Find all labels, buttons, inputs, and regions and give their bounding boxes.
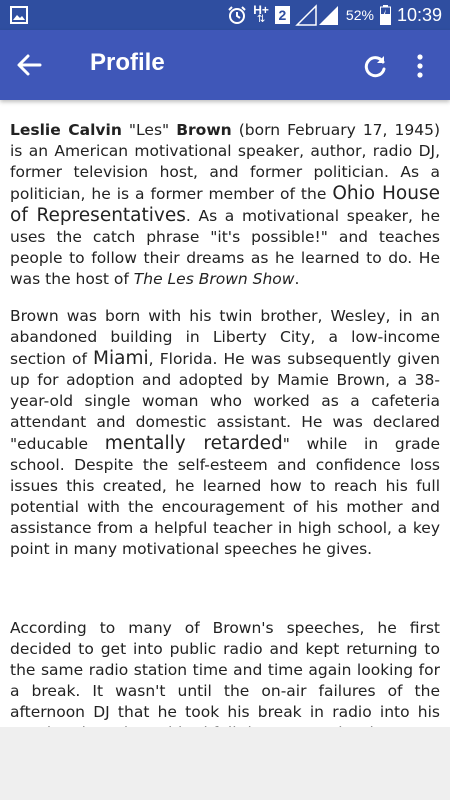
paragraph-text: According to many of Brown's speeches, he first decided to get into public radio and kept returning to the same radio station time and time again looking for a break. It wasn't until the on-air failures of the afternoon DJ that he took his break in radio into his bbox=[10, 619, 440, 721]
sim-slot-badge bbox=[275, 6, 290, 24]
paragraph-text: (born February 17, 1945) is an American motivational speaker, author, radio DJ, former television host, and former politician. As a politician, he is a former member of the bbox=[10, 121, 441, 203]
battery-percent: 52% bbox=[345, 7, 374, 23]
paragraph-text: Brown was born with his twin brother, Wesley, in an abandoned building in Liberty City, a low-income section of bbox=[10, 307, 440, 368]
battery-icon bbox=[380, 5, 391, 25]
paragraph-text: . bbox=[294, 270, 300, 288]
early-life-paragraph bbox=[10, 306, 440, 560]
clock: 10:39 bbox=[396, 4, 442, 25]
page-title: Profile bbox=[90, 49, 165, 76]
paragraph-text: . As a motivational speaker, he uses the catch phrase "it's possible!" and teaches people to follow their dreams as he learned to do. He was the host of bbox=[10, 207, 440, 288]
radio-career-paragraph bbox=[10, 618, 440, 744]
app-bar bbox=[0, 30, 450, 100]
name-bold-last: Brown bbox=[176, 121, 232, 139]
show-title: The Les Brown Show bbox=[133, 270, 295, 288]
refresh-icon[interactable] bbox=[360, 51, 390, 81]
more-vert-icon[interactable] bbox=[410, 51, 430, 81]
name-bold-first: Leslie Calvin bbox=[10, 121, 122, 139]
data-arrows-icon: H+ ⇅ bbox=[253, 3, 269, 25]
article-body bbox=[0, 100, 450, 727]
miami-link[interactable]: Miami bbox=[93, 348, 149, 369]
nickname-text: "Les" bbox=[121, 121, 177, 139]
bottom-banner-area bbox=[0, 727, 450, 800]
signal-icon bbox=[296, 4, 340, 26]
gallery-icon bbox=[10, 6, 28, 24]
status-bar bbox=[0, 0, 450, 30]
signal-type-label: H+ bbox=[253, 3, 269, 17]
paragraph-text: " while in grade school. Despite the self-esteem and confidence loss issues this created, he learned how to reach his full potential with the encouragement of his mother and assistance from a helpful teacher in high school, a key point in many motivational speeches he gives. bbox=[10, 435, 440, 558]
intro-paragraph bbox=[10, 120, 440, 290]
ohio-house-link[interactable]: Ohio House of Representatives bbox=[10, 183, 440, 226]
sim-slot-label: 2 bbox=[278, 7, 287, 23]
alarm-icon bbox=[227, 5, 247, 25]
arrow-left-icon[interactable] bbox=[14, 50, 46, 80]
mentally-retarded-link[interactable]: mentally retarded bbox=[104, 433, 283, 454]
paragraph-text: , Florida. He was subsequently given up for adoption and adopted by Mamie Brown, a 38-year-old single woman who worked as a cafeteria attendant and domestic assistant. He was declared "educable bbox=[10, 350, 440, 453]
